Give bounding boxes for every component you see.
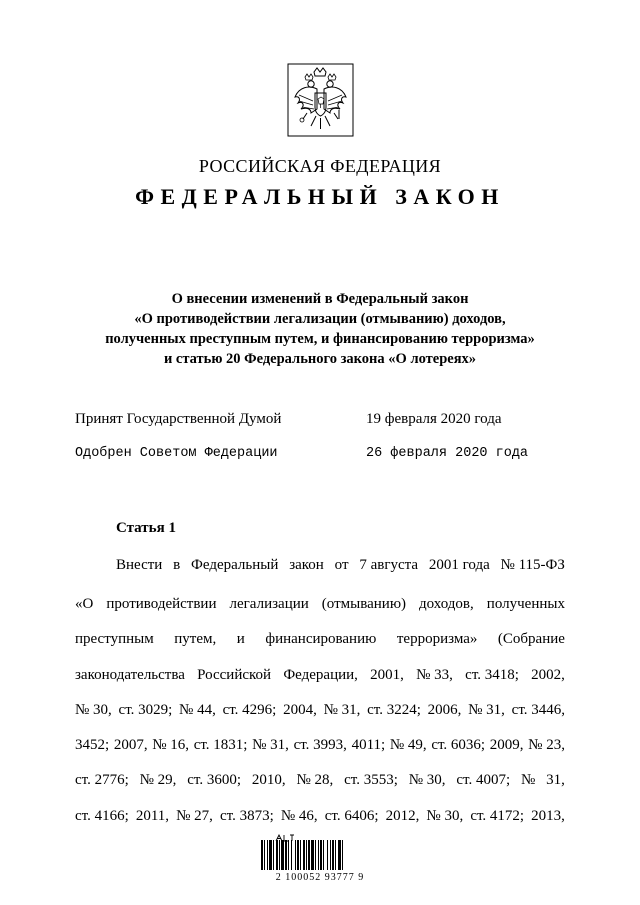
article-word: 2001 года bbox=[428, 557, 490, 573]
article-word: закон bbox=[289, 557, 324, 573]
article-word: ст. 4007; bbox=[456, 772, 511, 788]
article-word: от bbox=[334, 557, 349, 573]
duma-adoption-label: Принят Государственной Думой bbox=[75, 411, 282, 427]
article-word: № 33, bbox=[416, 667, 453, 683]
document-type: ФЕДЕРАЛЬНЫЙ ЗАКОН bbox=[135, 184, 505, 209]
article-word: законодательства bbox=[75, 667, 185, 683]
article-word: 7 августа bbox=[359, 557, 419, 573]
article-word: ст. 1831; bbox=[193, 737, 248, 753]
article-text-line bbox=[75, 596, 565, 613]
article-word: № 115-ФЗ bbox=[500, 557, 565, 573]
law-title-line: «О противодействии легализации (отмыванию) доходов, bbox=[134, 311, 506, 327]
article-text-line bbox=[75, 631, 565, 648]
article-word: ст. 4166; bbox=[75, 808, 129, 824]
article-word: 2012, bbox=[385, 808, 420, 824]
article-text-line bbox=[116, 557, 565, 574]
article-word: терроризма» bbox=[396, 631, 478, 647]
article-word: № 30, bbox=[408, 772, 446, 788]
article-word: 4011; bbox=[351, 737, 386, 753]
article-word: ст. 3418; bbox=[465, 667, 519, 683]
country-name: РОССИЙСКАЯ ФЕДЕРАЦИЯ bbox=[198, 156, 442, 176]
article-word: 2006, bbox=[427, 702, 462, 718]
article-word: 31, bbox=[546, 772, 565, 788]
article-word: № 23, bbox=[528, 737, 565, 753]
article-word: ст. 6036; bbox=[431, 737, 486, 753]
article-word: № 16, bbox=[152, 737, 190, 753]
article-word: (отмыванию) bbox=[321, 596, 407, 612]
article-heading: Статья 1 bbox=[116, 520, 176, 536]
article-word: № 28, bbox=[296, 772, 334, 788]
article-text-line bbox=[75, 667, 565, 684]
article-word: № 31, bbox=[323, 702, 361, 718]
law-title-line: О внесении изменений в Федеральный закон bbox=[171, 291, 469, 307]
article-word: ст. 3224; bbox=[367, 702, 421, 718]
article-word: Федерации, bbox=[283, 667, 358, 683]
council-approval-label: Одобрен Советом Федерации bbox=[75, 446, 278, 461]
article-word: 2007, bbox=[113, 737, 148, 753]
article-word: полученных bbox=[486, 596, 565, 612]
article-word: ст. 4296; bbox=[222, 702, 277, 718]
article-word: ст. 3553; bbox=[344, 772, 398, 788]
barcode-number: 2 100052 93777 9 bbox=[275, 872, 365, 883]
article-word: и bbox=[236, 631, 245, 647]
article-word: ст. 3446, bbox=[511, 702, 565, 718]
article-word: № 30, bbox=[75, 702, 112, 718]
article-text-line bbox=[75, 737, 565, 754]
article-word: (Собрание bbox=[497, 631, 565, 647]
article-word: 2001, bbox=[370, 667, 404, 683]
article-word: ст. 4172; bbox=[470, 808, 525, 824]
article-word: № 31, bbox=[252, 737, 289, 753]
article-word: ст. 3600; bbox=[187, 772, 242, 788]
article-word: № bbox=[521, 772, 536, 788]
article-word: ст. 3029; bbox=[118, 702, 173, 718]
article-word: № 30, bbox=[426, 808, 464, 824]
article-word: ст. 3993, bbox=[293, 737, 347, 753]
article-word: в bbox=[173, 557, 181, 573]
article-word: № 46, bbox=[280, 808, 318, 824]
article-word: финансированию bbox=[265, 631, 377, 647]
article-word: № 27, bbox=[176, 808, 213, 824]
article-word: противодействии bbox=[106, 596, 217, 612]
article-text-line bbox=[75, 702, 565, 719]
article-word: 2013, bbox=[531, 808, 565, 824]
article-word: 2002, bbox=[531, 667, 565, 683]
article-word: Российской bbox=[197, 667, 272, 683]
law-title bbox=[0, 289, 640, 369]
article-word: ст. 2776; bbox=[75, 772, 129, 788]
article-text-line bbox=[75, 772, 565, 789]
article-word: 3452; bbox=[75, 737, 110, 753]
article-text-line bbox=[75, 808, 565, 825]
law-title-line: полученных преступным путем, и финансированию терроризма» bbox=[105, 331, 535, 347]
russian-coat-of-arms-emblem bbox=[287, 63, 354, 137]
article-word: № 31, bbox=[468, 702, 505, 718]
law-title-line: и статью 20 Федерального закона «О лотереях» bbox=[163, 351, 477, 367]
article-word: Федеральный bbox=[191, 557, 279, 573]
article-word: преступным bbox=[75, 631, 154, 647]
article-word: 2011, bbox=[135, 808, 170, 824]
article-word: путем, bbox=[174, 631, 217, 647]
article-word: «О bbox=[75, 596, 94, 612]
article-word: 2009, bbox=[489, 737, 524, 753]
article-word: 2010, bbox=[251, 772, 286, 788]
article-word: № 44, bbox=[179, 702, 216, 718]
council-approval-date: 26 февраля 2020 года bbox=[366, 446, 529, 461]
duma-adoption-date: 19 февраля 2020 года bbox=[366, 411, 502, 427]
article-word: № 29, bbox=[139, 772, 177, 788]
article-word: доходов, bbox=[419, 596, 474, 612]
article-word: легализации bbox=[229, 596, 309, 612]
article-word: ст. 3873; bbox=[220, 808, 274, 824]
article-word: ст. 6406; bbox=[324, 808, 379, 824]
article-word: 2004, bbox=[283, 702, 317, 718]
article-word: Внести bbox=[116, 557, 163, 573]
article-word: № 49, bbox=[389, 737, 427, 753]
